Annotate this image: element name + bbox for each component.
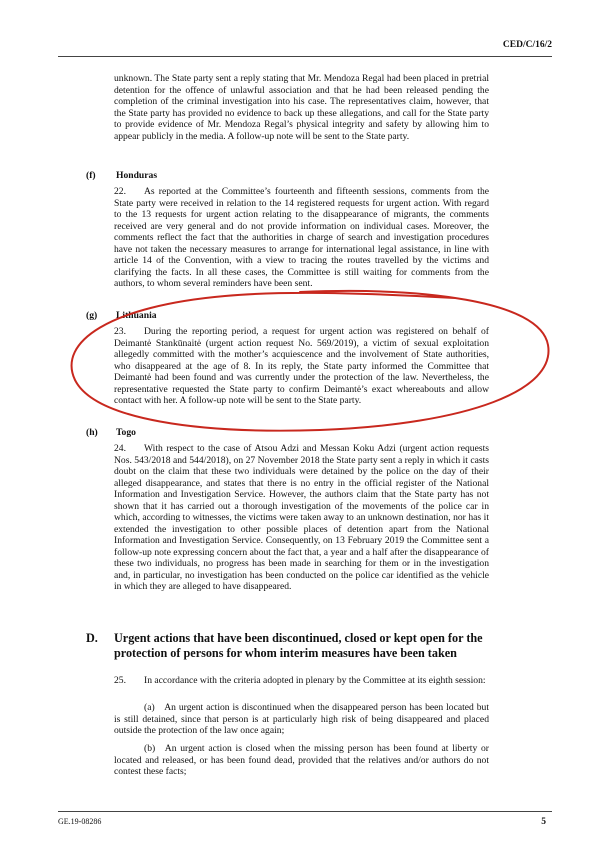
paragraph-text: With respect to the case of Atsou Adzi and Messan Koku Adzi (urgent action requests Nos. 543/2018 and 544/2018), on 27 November 2018 the State party sent a reply in which it casts doubt on the claim that these two individuals were detained by the police on the day of their alleged disappearance, and states that there is no entry in the official register of the National Information and Investigation Service. However, the authors claim that the State party has not shown that it has carried out a thorough investigation of the movements of the police car in which, according to witnesses, the victims were taken away to an unknown destination, nor has it extended the investigation to other possible places of detention apart from the National Information and Investigation Service. Consequently, on 13 February 2019 the Committee sent a follow-up note expressing concern about the fact that, a year and a half after the disappearance of these two individuals, no progress has been made in searching for them or in the investigation and, in particular, no investigation has been conducted on the police car identified as the vehicle in which they are alleged to have disappeared. — [114, 443, 489, 592]
paragraph-25a: (a) An urgent action is discontinued when the disappeared person has been located but is still detained, since that person is at particularly high risk of being disappeared and placed outside the protection of the law once again; — [114, 702, 489, 736]
paragraph-number: 23. — [114, 326, 126, 337]
paragraph-number: 22. — [114, 186, 126, 197]
paragraph-25b: (b) An urgent action is closed when the missing person has been found at liberty or located and released, or has been found dead, provided that the relatives and/or authors do not contest these facts; — [114, 743, 489, 777]
footer-document-code: GE.19-08286 — [58, 817, 102, 826]
paragraph-24 — [114, 443, 489, 593]
section-title: Lithuania — [116, 310, 157, 321]
section-d-letter: D. — [86, 631, 98, 645]
page-number: 5 — [541, 817, 546, 827]
paragraph-text: As reported at the Committee’s fourteenth and fifteenth sessions, comments from the State party were received in relation to the 14 registered requests for urgent action. With regard to the 13 requests for urgent action relating to the disappearance of migrants, the comments received are very general and do not provide information on individual cases. Moreover, the comments reflect the fact that the authorities in charge of search and investigation procedures have not taken the necessary measures to arrange for international legal assistance, in line with article 14 of the Convention, with a view to tracing the routes travelled by the victims and clarifying the facts. In all these cases, the Committee is still waiting for comments from the authors, to whom several reminders have been sent. — [114, 186, 489, 289]
paragraph-25 — [114, 675, 489, 687]
intro-paragraph: unknown. The State party sent a reply stating that Mr. Mendoza Regal had been placed in pretrial detention for the offence of unlawful association and that he had been released pending the completion of the criminal investigation into his case. The representatives claim, however, that the State party has provided no evidence to back up these allegations, and call for the State party to provide evidence of Mr. Mendoza Regal’s physical integrity and safety by allowing him to appear publicly in the media. A follow-up note will be sent to the State party. — [114, 73, 489, 142]
footer-rule — [58, 811, 552, 812]
section-letter: (g) — [86, 310, 98, 321]
paragraph-23 — [114, 326, 489, 407]
paragraph-number: 24. — [114, 443, 126, 454]
section-title: Honduras — [116, 170, 158, 181]
section-d-title: Urgent actions that have been discontinued, closed or kept open for the protection of persons for whom interim measures have been taken — [114, 631, 483, 660]
section-title: Togo — [116, 427, 136, 438]
section-d-heading — [86, 631, 506, 660]
paragraph-number: 25. — [114, 675, 126, 686]
paragraph-22 — [114, 186, 489, 290]
section-letter: (f) — [86, 170, 96, 181]
paragraph-text: During the reporting period, a request for urgent action was registered on behalf of Deimantė Stankūnaitė (urgent action request No. 569/2019), a victim of sexual exploitation allegedly committed with the mother’s acquiescence and the involvement of State authorities, who disappeared at the age of 8. In its reply, the State party informed the Committee that Deimantė had been found and was currently under the protection of the law. Nevertheless, the representative requested the State party to confirm Deimantė’s exact whereabouts and allow contact with her. A follow-up note will be sent to the State party. — [114, 326, 489, 406]
section-letter: (h) — [86, 427, 98, 438]
document-symbol: CED/C/16/2 — [502, 40, 552, 50]
paragraph-text: In accordance with the criteria adopted in plenary by the Committee at its eighth session: — [144, 675, 486, 686]
header-rule — [58, 56, 552, 57]
